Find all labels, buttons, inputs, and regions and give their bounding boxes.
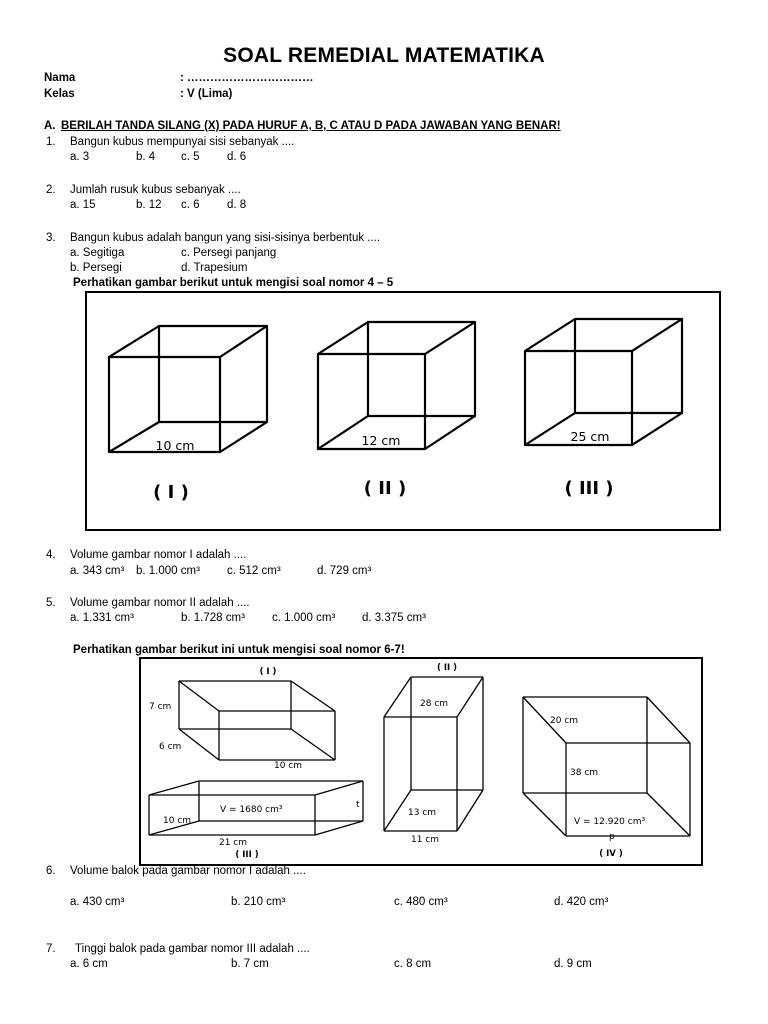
- question-5-option-c: c. 1.000 cm³: [272, 612, 336, 624]
- figure-2-frame: [140, 658, 702, 865]
- question-3-option-c: c. Persegi panjang: [181, 247, 277, 259]
- page-title: SOAL REMEDIAL MATEMATIKA: [223, 44, 545, 67]
- question-4-text: Volume gambar nomor I adalah ....: [70, 549, 247, 561]
- cuboid-iv-middle: 38 cm: [570, 768, 599, 778]
- question-1-option-b: b. 4: [136, 151, 156, 163]
- question-5-text: Volume gambar nomor II adalah ....: [70, 597, 250, 609]
- question-2-option-d: d. 8: [227, 199, 247, 211]
- question-2-number: 2.: [46, 184, 56, 196]
- question-7-text: Tinggi balok pada gambar nomor III adalah ....: [75, 943, 310, 955]
- cuboid-i-length: 10 cm: [273, 761, 303, 771]
- question-4-option-d: d. 729 cm³: [317, 565, 372, 577]
- question-2-option-a: a. 15: [70, 199, 96, 211]
- question-3-option-b: b. Persegi: [70, 262, 122, 274]
- cuboid-figure-panel: [139, 657, 703, 866]
- cuboid-iii-length: 21 cm: [218, 838, 248, 848]
- nama-label: Nama: [44, 72, 76, 84]
- question-1-number: 1.: [46, 136, 56, 148]
- cube-iii-size: 25 cm: [570, 429, 610, 444]
- section-a-letter: A.: [44, 120, 56, 132]
- question-3-option-d: d. Trapesium: [181, 262, 248, 274]
- question-6-option-a: a. 430 cm³: [70, 896, 125, 908]
- question-1-option-d: d. 6: [227, 151, 247, 163]
- question-6-option-d: d. 420 cm³: [554, 896, 609, 908]
- cube-iii-label: ( III ): [564, 478, 614, 499]
- cuboid-iv-volume: V = 12.920 cm³: [574, 817, 646, 827]
- figure-1-caption: Perhatikan gambar berikut untuk mengisi soal nomor 4 – 5: [73, 277, 394, 289]
- question-5-option-a: a. 1.331 cm³: [70, 612, 134, 624]
- question-4-option-c: c. 512 cm³: [227, 565, 281, 577]
- question-1-option-c: c. 5: [181, 151, 200, 163]
- question-3-option-a: a. Segitiga: [70, 247, 125, 259]
- cube-ii-size: 12 cm: [361, 433, 401, 448]
- cuboid-iii-volume: V = 1680 cm³: [220, 805, 283, 815]
- cuboid-ii-label: ( II ): [436, 663, 458, 673]
- question-4-option-a: a. 343 cm³: [70, 565, 125, 577]
- cube-figure-panel: [85, 291, 721, 531]
- question-7-number: 7.: [46, 943, 56, 955]
- question-4-option-b: b. 1.000 cm³: [136, 565, 200, 577]
- question-6-option-b: b. 210 cm³: [231, 896, 286, 908]
- question-7-option-b: b. 7 cm: [231, 958, 269, 970]
- kelas-value: : V (Lima): [180, 88, 233, 100]
- cube-i-size: 10 cm: [155, 438, 195, 453]
- question-6-text: Volume balok pada gambar nomor I adalah ....: [70, 865, 306, 877]
- cuboid-ii-bottom: 11 cm: [410, 835, 440, 845]
- question-7-option-a: a. 6 cm: [70, 958, 108, 970]
- question-2-option-c: c. 6: [181, 199, 200, 211]
- cuboid-i-label: ( I ): [259, 667, 277, 677]
- cube-i-label: ( I ): [153, 482, 189, 503]
- cuboid-i-width: 6 cm: [159, 742, 182, 752]
- cuboid-iv-p: p: [609, 832, 615, 842]
- question-3-text: Bangun kubus adalah bangun yang sisi-sisinya berbentuk ....: [70, 232, 381, 244]
- question-7-option-c: c. 8 cm: [394, 958, 432, 970]
- kelas-label: Kelas: [44, 88, 75, 100]
- question-2-text: Jumlah rusuk kubus sebanyak ....: [70, 184, 241, 196]
- question-5-number: 5.: [46, 597, 56, 609]
- figure-2-caption: Perhatikan gambar berikut ini untuk mengisi soal nomor 6-7!: [73, 644, 405, 656]
- cuboid-iv-label: ( IV ): [599, 849, 623, 859]
- cuboid-ii-top: 28 cm: [420, 699, 449, 709]
- question-6-number: 6.: [46, 865, 56, 877]
- question-4-number: 4.: [46, 549, 56, 561]
- question-2-option-b: b. 12: [136, 199, 162, 211]
- cuboid-iii-t: t: [356, 800, 360, 810]
- cuboid-iii-height: 10 cm: [163, 816, 192, 826]
- question-5-option-d: d. 3.375 cm³: [362, 612, 426, 624]
- section-a-instruction: BERILAH TANDA SILANG (X) PADA HURUF A, B, C ATAU D PADA JAWABAN YANG BENAR!: [61, 120, 561, 132]
- question-1-text: Bangun kubus mempunyai sisi sebanyak ....: [70, 136, 295, 148]
- question-1-option-a: a. 3: [70, 151, 90, 163]
- question-5-option-b: b. 1.728 cm³: [181, 612, 245, 624]
- cuboid-i-height: 7 cm: [149, 702, 172, 712]
- nama-value: : ……………………………: [180, 72, 314, 84]
- cube-ii-label: ( II ): [363, 478, 407, 499]
- cuboid-ii-middle: 13 cm: [408, 808, 437, 818]
- question-6-option-c: c. 480 cm³: [394, 896, 448, 908]
- question-7-option-d: d. 9 cm: [554, 958, 592, 970]
- question-3-number: 3.: [46, 232, 56, 244]
- cuboid-iv-top: 20 cm: [550, 716, 579, 726]
- cuboid-iii-label: ( III ): [235, 850, 259, 860]
